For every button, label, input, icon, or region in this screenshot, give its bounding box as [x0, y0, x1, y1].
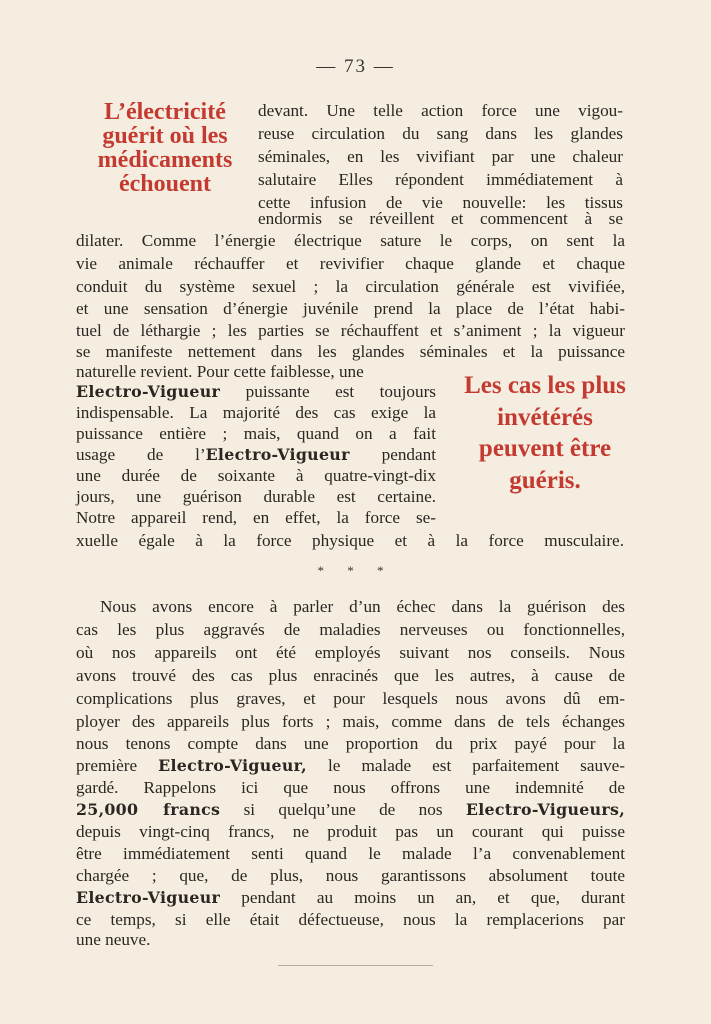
text-line: gardé. Rappelons ici que nous offrons une indemnité de — [76, 778, 625, 797]
text-line: puissance entière ; mais, quand on a fait — [76, 424, 436, 443]
brand-name: Electro-Vigueurs, — [465, 800, 625, 819]
text-line: indispensable. La majorité des cas exige la — [76, 403, 436, 422]
text-line: 25,000 francs si quelqu’une de nos Electro-Vigueurs, — [76, 800, 625, 819]
text-line: Electro-Vigueur pendant au moins un an, et que, durant — [76, 888, 625, 907]
text-line: cas les plus aggravés de maladies nerveuses ou fonctionnelles, — [76, 620, 625, 639]
text-line: séminales, en les vivifiant par une chaleur — [258, 147, 623, 166]
margin-note-cases: Les cas les plus invétérés peuvent être guéris. — [464, 372, 626, 494]
text-line: Electro-Vigueur puissante est toujours — [76, 382, 436, 401]
brand-name: Electro-Vigueur, — [158, 756, 307, 775]
text-line: avons trouvé des cas plus enracinés que les autres, à cause de — [76, 666, 625, 685]
bottom-rule — [278, 965, 433, 966]
text-line: xuelle égale à la force physique et à la force musculaire. — [76, 531, 624, 550]
text-line: cette infusion de vie nouvelle: les tissus — [258, 193, 623, 212]
text-line: où nos appareils ont été employés suivant nos conseils. Nous — [76, 643, 625, 662]
text-line: une durée de soixante à quatre-vingt-dix — [76, 466, 436, 485]
text-line: ployer des appareils plus forts ; mais, comme dans de tels échanges — [76, 712, 625, 731]
text-line: endormis se réveillent et commencent à se — [258, 209, 623, 228]
text-line: depuis vingt-cinq francs, ne produit pas un courant qui puisse — [76, 822, 625, 841]
text-line: vie animale réchauffer et revivifier chaque glande et chaque — [76, 254, 625, 273]
text-line: conduit du système sexuel ; la circulation générale est vivifiée, — [76, 277, 625, 296]
text-line: se manifeste nettement dans les glandes séminales et la puissance — [76, 342, 625, 361]
brand-name: Electro-Vigueur — [205, 445, 350, 464]
text-line: complications plus graves, et pour lesquels nous avons dû em- — [76, 689, 625, 708]
text-line: reuse circulation du sang dans les glandes — [258, 124, 623, 143]
page-number: — 73 — — [316, 56, 395, 77]
text-line: salutaire Elles répondent immédiatement à — [258, 170, 623, 189]
text-line: et une sensation d’énergie juvénile prend la place de l’état habi- — [76, 299, 625, 318]
brand-name: Electro-Vigueur — [76, 888, 221, 907]
text-line: usage de l’Electro-Vigueur pendant — [76, 445, 437, 464]
indemnity-amount: 25,000 francs — [76, 800, 221, 819]
section-separator: * * * — [317, 563, 394, 578]
brand-name: Electro-Vigueur — [76, 382, 221, 401]
text-line: chargée ; que, de plus, nous garantissons absolument toute — [76, 866, 625, 885]
text-line: être immédiatement senti quand le malade l’a convenablement — [76, 844, 625, 863]
text-line: naturelle revient. Pour cette faiblesse, une — [76, 362, 364, 381]
text-line: dilater. Comme l’énergie électrique sature le corps, on sent la — [76, 231, 625, 250]
margin-note-electricity: L’électricité guérit où les médicaments échouent — [97, 99, 233, 197]
text-line: nous tenons compte dans une proportion du prix payé pour la — [76, 734, 625, 753]
text-line: tuel de léthargie ; les parties se réchauffent et s’animent ; la vigueur — [76, 321, 625, 340]
text-line: Notre appareil rend, en effet, la force se- — [76, 508, 436, 527]
text-line: jours, une guérison durable est certaine. — [76, 487, 436, 506]
text-line: devant. Une telle action force une vigou- — [258, 101, 623, 120]
text-line: Nous avons encore à parler d’un échec dans la guérison des — [100, 597, 625, 616]
text-line: ce temps, si elle était défectueuse, nous la remplacerions par — [76, 910, 625, 929]
text-line: une neuve. — [76, 930, 151, 949]
text-line: première Electro-Vigueur, le malade est parfaitement sauve- — [76, 756, 626, 775]
